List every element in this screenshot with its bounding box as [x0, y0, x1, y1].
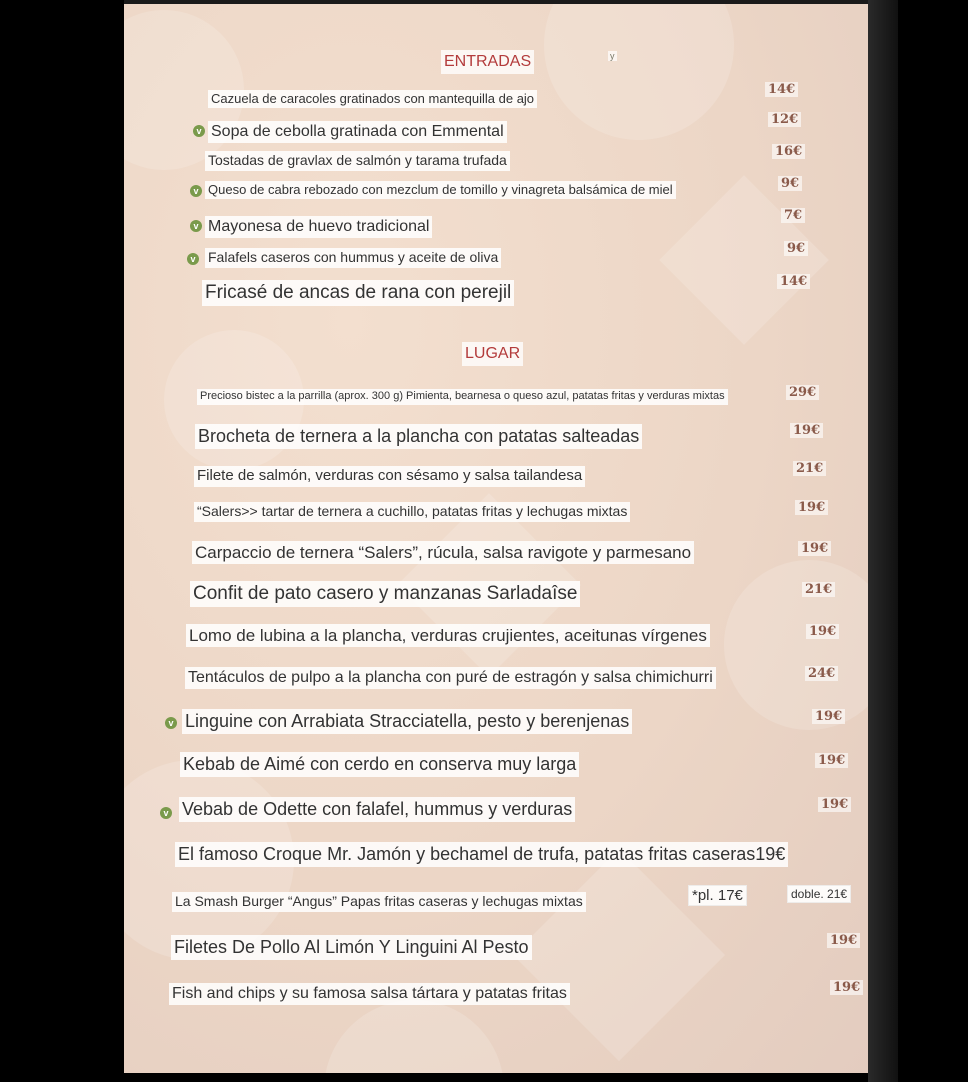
menu-item-price: 7€	[781, 208, 805, 223]
menu-item-price: 19€	[806, 624, 839, 639]
background-decoration	[324, 1000, 504, 1073]
menu-item-price: 14€	[777, 274, 810, 289]
section-title-lugar: LUGAR	[462, 342, 523, 366]
menu-item-price: 19€	[830, 980, 863, 995]
menu-item-name: Vebab de Odette con falafel, hummus y verduras	[179, 797, 575, 822]
stray-mark: y	[610, 51, 615, 61]
menu-item-name: Lomo de lubina a la plancha, verduras crujientes, aceitunas vírgenes	[186, 624, 710, 647]
menu-item-price: 19€	[827, 933, 860, 948]
menu-item-name: Fish and chips y su famosa salsa tártara y patatas fritas	[169, 983, 570, 1005]
menu-item-price: 19€	[815, 753, 848, 768]
frame-edge	[868, 0, 898, 1082]
menu-item-price: 9€	[778, 176, 802, 191]
leaf-v-icon: v	[165, 717, 177, 729]
menu-item-name: Filete de salmón, verduras con sésamo y salsa tailandesa	[194, 466, 585, 487]
menu-item-price: 21€	[793, 461, 826, 476]
background-decoration	[544, 0, 734, 140]
menu-item-name: Kebab de Aimé con cerdo en conserva muy larga	[180, 752, 579, 777]
menu-item-name: La Smash Burger “Angus” Papas fritas caseras y lechugas mixtas	[172, 892, 586, 912]
menu-item-name: Sopa de cebolla gratinada con Emmental	[208, 121, 507, 143]
menu-item-name: Precioso bistec a la parrilla (aprox. 300 g) Pimienta, bearnesa o queso azul, patatas fritas y verduras mixtas	[197, 389, 728, 405]
menu-item-price: 19€	[795, 500, 828, 515]
menu-item-name: Carpaccio de ternera “Salers”, rúcula, salsa ravigote y parmesano	[192, 541, 694, 564]
menu-item-name: Queso de cabra rebozado con mezclum de tomillo y vinagreta balsámica de miel	[205, 181, 676, 199]
leaf-v-icon: v	[193, 125, 205, 137]
menu-item-price-single: *pl. 17€	[688, 885, 747, 906]
menu-item-price: 24€	[805, 666, 838, 681]
menu-item-name: Linguine con Arrabiata Stracciatella, pesto y berenjenas	[182, 709, 632, 734]
menu-item-price: 16€	[772, 144, 805, 159]
menu-item-name: “Salers>> tartar de ternera a cuchillo, patatas fritas y lechugas mixtas	[194, 502, 630, 522]
menu-item-name: Brocheta de ternera a la plancha con patatas salteadas	[195, 424, 642, 449]
leaf-v-icon: v	[187, 253, 199, 265]
menu-item-price: 19€	[812, 709, 845, 724]
menu-item-price: 9€	[784, 241, 808, 256]
menu-item-name: Confit de pato casero y manzanas Sarladaîse	[190, 581, 580, 607]
background-decoration	[659, 175, 829, 345]
leaf-v-icon: v	[190, 220, 202, 232]
leaf-v-icon: v	[160, 807, 172, 819]
menu-item-name: Filetes De Pollo Al Limón Y Linguini Al Pesto	[171, 935, 532, 960]
menu-item-price: 12€	[768, 112, 801, 127]
menu-item-price: 29€	[786, 385, 819, 400]
section-title-entradas: ENTRADAS	[441, 50, 534, 74]
background-decoration	[513, 849, 725, 1061]
menu-item-name: Tostadas de gravlax de salmón y tarama trufada	[205, 151, 510, 171]
menu-item-name: El famoso Croque Mr. Jamón y bechamel de trufa, patatas fritas caseras19€	[175, 842, 788, 867]
menu-item-name: Tentáculos de pulpo a la plancha con puré de estragón y salsa chimichurri	[185, 667, 716, 689]
menu-item-name: Mayonesa de huevo tradicional	[205, 216, 432, 238]
menu-item-price-double: doble. 21€	[787, 885, 851, 903]
menu-item-name: Cazuela de caracoles gratinados con mantequilla de ajo	[208, 90, 537, 108]
background-decoration	[724, 560, 875, 730]
leaf-v-icon: v	[190, 185, 202, 197]
menu-item-name: Falafels caseros con hummus y aceite de oliva	[205, 248, 501, 268]
frame-edge	[124, 0, 875, 4]
menu-item-price: 14€	[765, 82, 798, 97]
menu-item-price: 19€	[818, 797, 851, 812]
menu-item-price: 21€	[802, 582, 835, 597]
menu-item-price: 19€	[790, 423, 823, 438]
menu-item-price: 19€	[798, 541, 831, 556]
menu-item-name: Fricasé de ancas de rana con perejil	[202, 280, 514, 306]
